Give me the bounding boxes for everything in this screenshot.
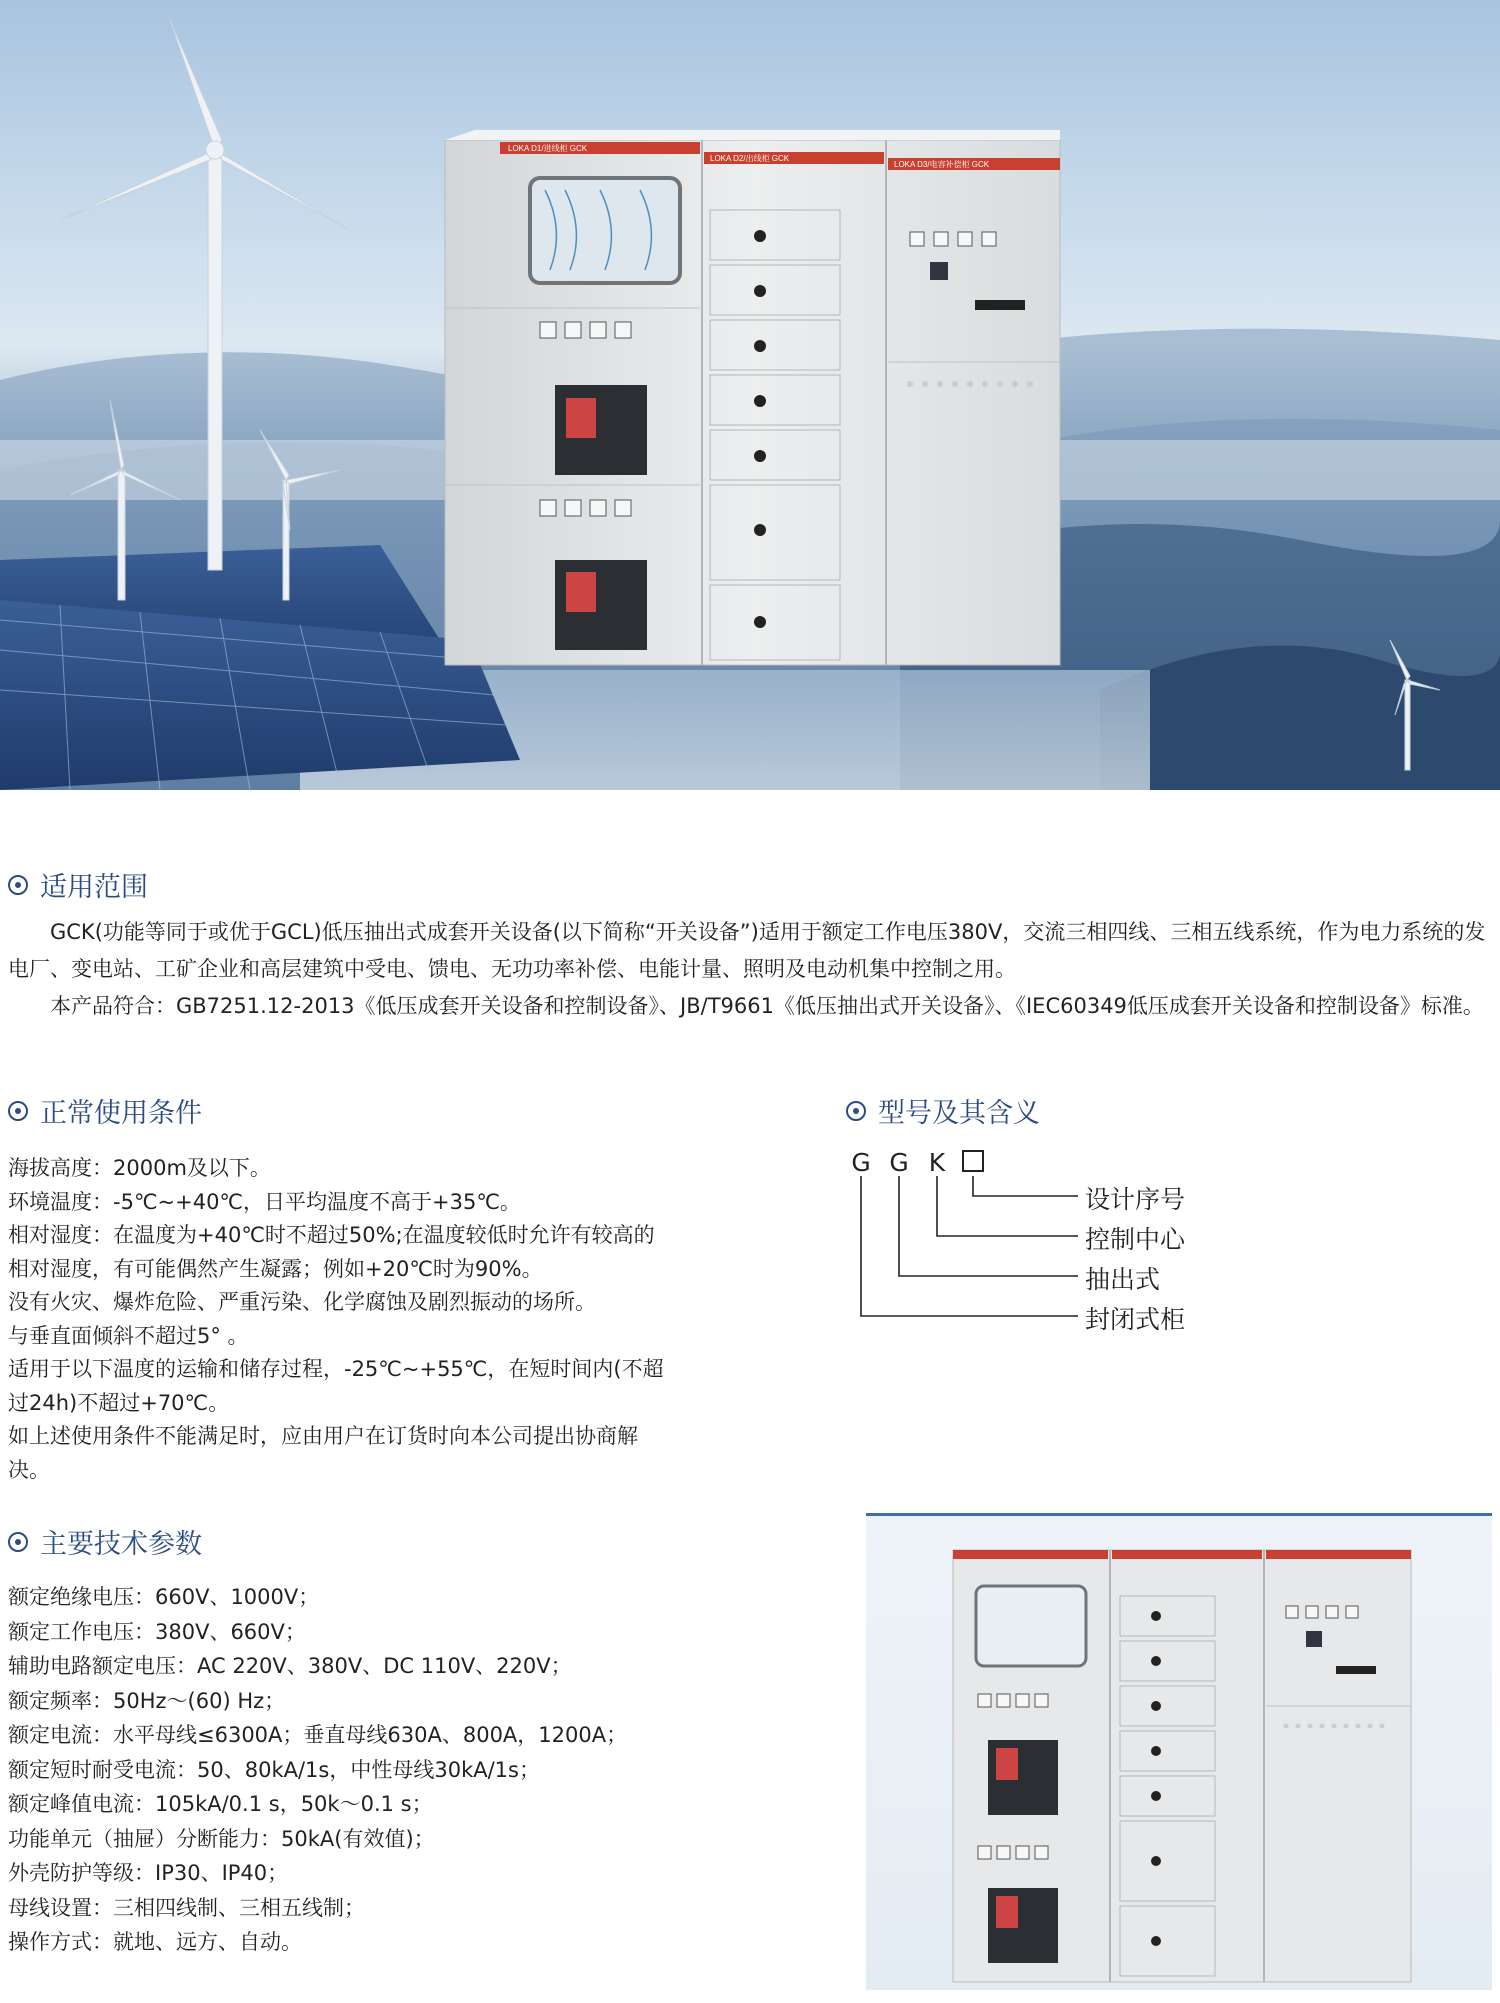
condition-line: 海拔高度：2000m及以下。 xyxy=(8,1156,271,1180)
model-connector-lines xyxy=(850,1140,1270,1340)
model-label-control-center: 控制中心 xyxy=(1085,1225,1186,1254)
model-letter-g2: G xyxy=(889,1148,909,1177)
scope-heading: 适用范围 xyxy=(40,872,148,903)
model-label-enclosed: 封闭式柜 xyxy=(1085,1305,1186,1334)
param-line: 额定频率：50Hz～(60) Hz； xyxy=(8,1688,286,1713)
param-line: 额定峰值电流：105kA/0.1 s，50k～0.1 s； xyxy=(8,1792,433,1816)
param-line: 功能单元（抽屉）分断能力：50kA(有效值)； xyxy=(8,1826,435,1851)
model-label-draw-out: 抽出式 xyxy=(1085,1265,1161,1294)
condition-line: 过24h)不超过+70℃。 xyxy=(8,1390,230,1415)
switchgear-illustration xyxy=(866,1516,1492,1990)
scope-paragraph-1: GCK(功能等同于或优于GCL)低压抽出式成套开关设备(以下简称“开关设备”)适用于额定工作电压380V，交流三相四线、三相五线系统，作为电力系统的发电厂、变电站、工矿企业和高层建筑中受电、馈电、无功功率补偿、电能计量、照明及电动机集中控制之用。 xyxy=(8,920,1486,981)
model-heading: 型号及其含义 xyxy=(878,1098,1040,1129)
param-line: 操作方式：就地、远方、自动。 xyxy=(8,1930,302,1954)
condition-line: 相对湿度，有可能偶然产生凝露；例如+20℃时为90%。 xyxy=(8,1256,543,1281)
model-diagram xyxy=(850,1140,1270,1340)
params-heading: 主要技术参数 xyxy=(40,1529,202,1560)
condition-line: 适用于以下温度的运输和储存过程，-25℃~+55℃，在短时间内(不超 xyxy=(8,1357,664,1381)
params-list xyxy=(8,1580,627,1960)
panel-tag-d2: LOKA D2/出线柜 GCK xyxy=(710,154,790,163)
condition-line: 环境温度：-5℃~+40℃，日平均温度不高于+35℃。 xyxy=(8,1189,521,1214)
bullet-circle-icon xyxy=(8,1532,28,1552)
bullet-circle-icon xyxy=(846,1101,866,1121)
model-letter-g1: G xyxy=(851,1148,871,1177)
model-label-design-seq: 设计序号 xyxy=(1085,1185,1186,1214)
param-line: 额定绝缘电压：660V、1000V； xyxy=(8,1585,320,1609)
panel-tag-d3: LOKA D3/电容补偿柜 GCK xyxy=(894,160,990,169)
section-title-model xyxy=(846,1091,1040,1130)
conditions-list xyxy=(8,1152,664,1487)
condition-line: 如上述使用条件不能满足时，应由用户在订货时向本公司提出协商解 xyxy=(8,1424,638,1448)
hero-scene xyxy=(0,0,1500,790)
section-title-params xyxy=(8,1522,202,1561)
param-line: 额定工作电压：380V、660V； xyxy=(8,1619,306,1644)
param-line: 额定电流：水平母线≤6300A；垂直母线630A、800A，1200A； xyxy=(8,1723,628,1747)
param-line: 母线设置：三相四线制、三相五线制； xyxy=(8,1895,365,1920)
hero-image xyxy=(0,0,1500,790)
param-line: 辅助电路额定电压：AC 220V、380V、DC 110V、220V； xyxy=(8,1654,572,1678)
condition-line: 没有火灾、爆炸危险、严重污染、化学腐蚀及剧烈振动的场所。 xyxy=(8,1290,596,1314)
scope-paragraph-2: 本产品符合：GB7251.12-2013《低压成套开关设备和控制设备》、JB/T9661《低压抽出式开关设备》、《IEC60349低压成套开关设备和控制设备》标准。 xyxy=(50,994,1484,1018)
section-title-conditions xyxy=(8,1091,202,1130)
bullet-circle-icon xyxy=(8,1101,28,1121)
param-line: 额定短时耐受电流：50、80kA/1s，中性母线30kA/1s； xyxy=(8,1757,540,1782)
param-line: 外壳防护等级：IP30、IP40； xyxy=(8,1861,289,1885)
condition-line: 相对湿度：在温度为+40℃时不超过50%;在温度较低时允许有较高的 xyxy=(8,1223,655,1247)
conditions-heading: 正常使用条件 xyxy=(40,1098,202,1129)
bullet-circle-icon xyxy=(8,875,28,895)
product-photo xyxy=(866,1513,1492,1990)
model-letter-k: K xyxy=(928,1148,946,1177)
section-title-scope xyxy=(8,865,148,904)
condition-line: 决。 xyxy=(8,1457,50,1482)
condition-line: 与垂直面倾斜不超过5° 。 xyxy=(8,1323,249,1348)
panel-tag-d1: LOKA D1/进线柜 GCK xyxy=(508,144,588,153)
